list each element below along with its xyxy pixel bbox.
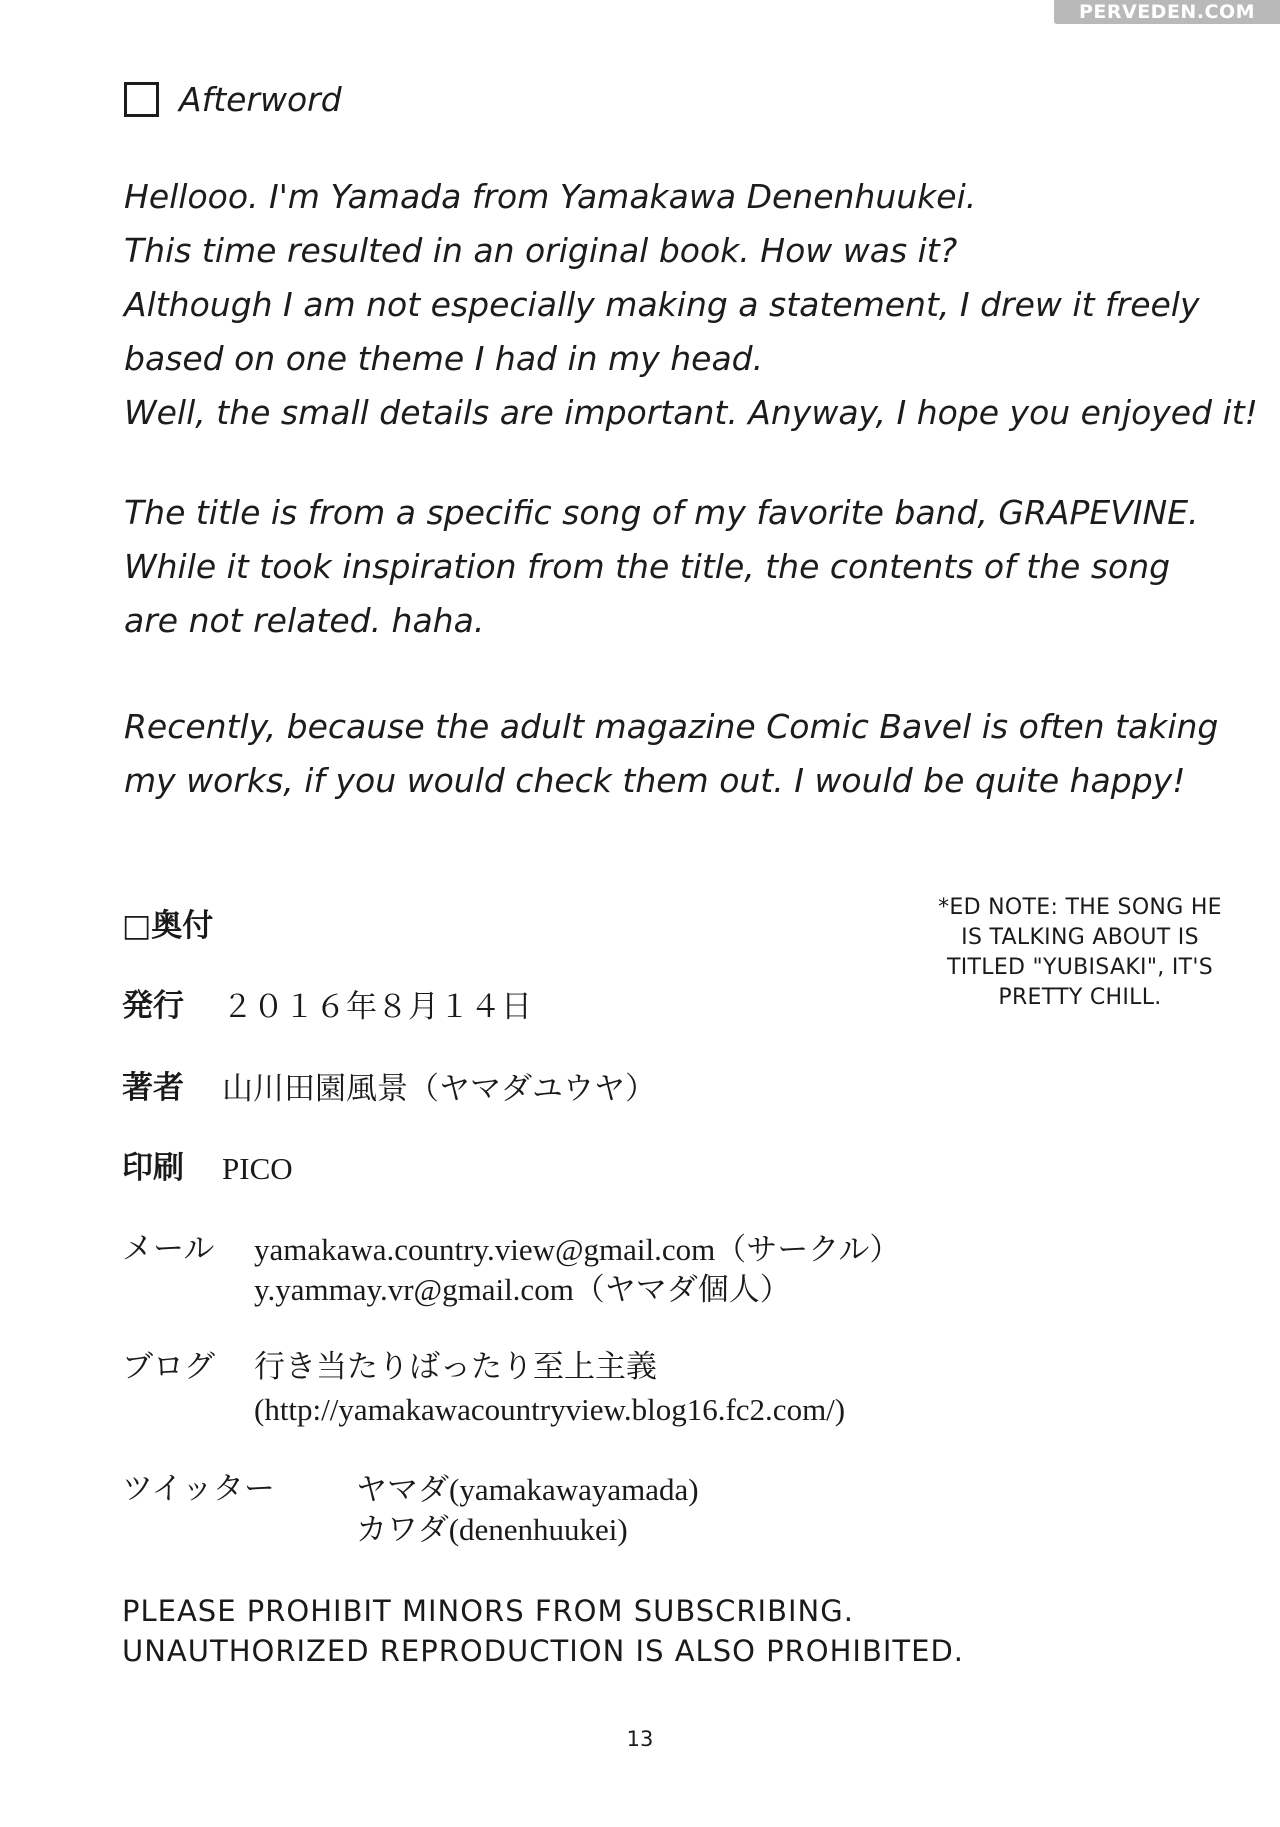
notice-line-2: UNAUTHORIZED REPRODUCTION IS ALSO PROHIBITED. xyxy=(122,1634,965,1668)
afterword-line: Well, the small details are important. Anyway, I hope you enjoyed it! xyxy=(124,393,1258,432)
afterword-line: based on one theme I had in my head. xyxy=(124,339,764,378)
circle-email[interactable]: yamakawa.country.view@gmail.com（サークル） xyxy=(254,1232,901,1267)
issued-date: ２０１６年８月１４日 xyxy=(222,989,532,1024)
colophon-heading: □奥付 xyxy=(122,908,214,944)
afterword-heading xyxy=(124,80,342,119)
editor-note-line: TITLED "YUBISAKI", IT'S xyxy=(947,955,1213,980)
afterword-line: While it took inspiration from the title, the contents of the song xyxy=(124,547,1171,586)
blog-label: ブログ xyxy=(122,1349,215,1385)
editor-note xyxy=(920,893,1240,1013)
twitter-account-kawada[interactable]: カワダ(denenhuukei) xyxy=(356,1512,628,1547)
mail-label: メール xyxy=(122,1231,215,1267)
site-watermark: PERVEDEN.COM xyxy=(1054,0,1280,24)
printer-name: PICO xyxy=(222,1151,293,1186)
blog-url[interactable]: (http://yamakawacountryview.blog16.fc2.com/) xyxy=(254,1392,846,1427)
author-name: 山川田園風景（ヤマダユウヤ） xyxy=(222,1071,656,1106)
afterword-line: Hellooo. I'm Yamada from Yamakawa Denenhuukei. xyxy=(124,177,977,216)
editor-note-line: *ED NOTE: THE SONG HE xyxy=(938,895,1222,920)
afterword-line: my works, if you would check them out. I would be quite happy! xyxy=(124,761,1186,800)
afterword-line: Recently, because the adult magazine Comic Bavel is often taking xyxy=(124,707,1219,746)
print-label: 印刷 xyxy=(122,1150,184,1186)
afterword-line: The title is from a specific song of my favorite band, GRAPEVINE. xyxy=(124,493,1199,532)
afterword-line: Although I am not especially making a statement, I drew it freely xyxy=(124,285,1200,324)
afterword-line: This time resulted in an original book. How was it? xyxy=(124,231,958,270)
editor-note-line: PRETTY CHILL. xyxy=(998,985,1162,1010)
afterword-line: are not related. haha. xyxy=(124,601,485,640)
notice-line-1: PLEASE PROHIBIT MINORS FROM SUBSCRIBING. xyxy=(122,1594,854,1628)
issued-label: 発行 xyxy=(122,988,184,1024)
twitter-label: ツイッター xyxy=(122,1471,275,1507)
editor-note-line: IS TALKING ABOUT IS xyxy=(961,925,1199,950)
author-label: 著者 xyxy=(122,1070,184,1106)
checkbox-icon xyxy=(124,82,159,117)
personal-email[interactable]: y.yammay.vr@gmail.com（ヤマダ個人） xyxy=(254,1272,791,1307)
blog-name: 行き当たりばったり至上主義 xyxy=(254,1349,657,1385)
afterword-title: Afterword xyxy=(179,80,342,119)
page-number: 13 xyxy=(626,1727,654,1751)
twitter-account-yamada[interactable]: ヤマダ(yamakawayamada) xyxy=(356,1472,699,1507)
